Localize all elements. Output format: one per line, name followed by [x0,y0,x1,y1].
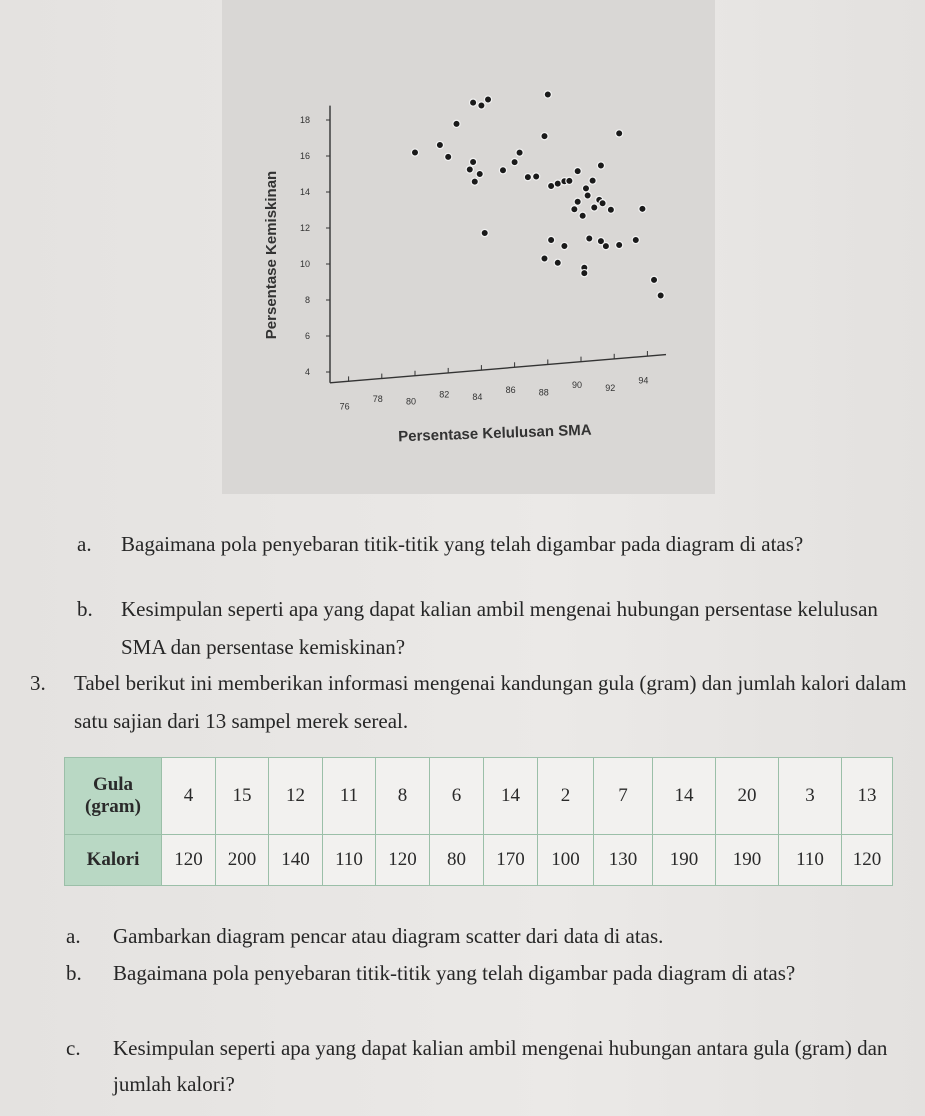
scatter-point [411,149,418,156]
sub-question-b [66,955,906,991]
scatter-point [561,242,568,249]
scatter-chart [222,0,715,494]
scatter-point [466,166,473,173]
kalori-cell: 120 [842,835,893,886]
item-a-label: a. [77,532,92,556]
row-header-gula: Gula (gram) [65,758,162,835]
x-tick-label: 94 [638,375,649,386]
gula-cell: 8 [376,758,430,835]
gula-cell: 15 [216,758,269,835]
question-item-a [77,525,897,563]
x-tick-label: 92 [605,382,616,393]
scatter-point [574,168,581,175]
gula-cell: 13 [842,758,893,835]
sub-a-text: Gambarkan diagram pencar atau diagram scatter dari data di atas. [113,924,664,948]
scatter-point [650,276,657,283]
scatter-point [470,99,477,106]
gula-cell: 4 [162,758,216,835]
sub-c-text: Kesimpulan seperti apa yang dapat kalian ambil mengenai hubungan antara gula (gram) dan jumlah kalori? [113,1036,888,1096]
scatter-point [566,177,573,184]
item-b-text: Kesimpulan seperti apa yang dapat kalian ambil mengenai hubungan persentase kelulusan SMA dan persentase kemiskinan? [121,597,878,659]
kalori-cell: 140 [269,835,323,886]
y-tick-label: 4 [304,367,310,377]
question-3 [30,664,910,740]
kalori-cell: 120 [162,835,216,886]
kalori-cell: 100 [538,835,594,886]
x-tick-label: 76 [339,401,350,412]
table-row-kalori [65,835,893,886]
scatter-point [436,141,443,148]
scatter-point [471,178,478,185]
gula-cell: 20 [716,758,779,835]
scatter-point [445,153,452,160]
item-b-label: b. [77,597,93,621]
x-tick-label: 90 [571,380,583,391]
sub-b-text: Bagaimana pola penyebaran titik-titik yang telah digambar pada diagram di atas? [113,961,796,985]
y-tick-label: 10 [299,259,310,269]
table-row-gula [65,758,893,835]
gula-cell: 14 [484,758,538,835]
scatter-point [453,120,460,127]
kalori-cell: 110 [779,835,842,886]
scatter-point [476,170,483,177]
scatter-point [499,167,506,174]
sub-question-c [66,1030,906,1102]
x-tick-label: 86 [505,384,516,395]
kalori-cell: 80 [430,835,484,886]
scatter-point [591,204,598,211]
scatter-point [533,173,540,180]
scatter-point [574,198,581,205]
scatter-point [579,212,586,219]
sub-c-label: c. [66,1036,81,1060]
kalori-cell: 200 [216,835,269,886]
y-tick-label: 8 [304,295,310,305]
scatter-point [584,192,591,199]
scatter-point [602,243,609,250]
scatter-point [586,235,593,242]
kalori-cell: 130 [594,835,653,886]
scatter-point [632,236,639,243]
scatter-point [481,229,488,236]
y-tick-label: 16 [299,151,310,161]
question-3-label: 3. [30,671,46,695]
x-axis-label: Persentase Kelulusan SMA [397,421,592,446]
scatter-point [478,102,485,109]
scatter-point [524,174,531,181]
scatter-point [571,206,578,213]
gula-cell: 14 [653,758,716,835]
row-header-kalori: Kalori [65,835,162,886]
sugar-calorie-table [64,757,893,886]
scatter-point [511,158,518,165]
scatter-point [582,185,589,192]
x-tick-label: 80 [405,396,417,407]
scatter-point [470,158,477,165]
y-tick-label: 12 [299,223,310,233]
sub-b-label: b. [66,961,82,985]
scatter-point [581,270,588,277]
kalori-cell: 190 [653,835,716,886]
y-axis-label: Persentase Kemiskinan [263,170,280,340]
scatter-point [597,162,604,169]
x-tick-label: 78 [372,394,383,405]
scatter-point [607,206,614,213]
scatter-point [599,200,606,207]
gula-cell: 7 [594,758,653,835]
gula-cell: 6 [430,758,484,835]
x-tick-label: 88 [538,387,549,398]
scatter-point [639,205,646,212]
y-tick-label: 14 [299,187,310,197]
scatter-point [616,130,623,137]
gula-cell: 3 [779,758,842,835]
gula-cell: 11 [323,758,376,835]
scatter-point [616,241,623,248]
kalori-cell: 170 [484,835,538,886]
scatter-point [544,91,551,98]
x-tick-label: 82 [439,389,450,400]
question-item-b [77,590,897,666]
question-3-text: Tabel berikut ini memberikan informasi mengenai kandungan gula (gram) dan jumlah kalori dalam satu sajian dari 13 sampel merek sereal. [74,671,907,733]
scatter-point [657,292,664,299]
scatter-point [516,149,523,156]
y-tick-label: 18 [299,115,310,125]
scatter-point [554,259,561,266]
scatter-point [541,255,548,262]
kalori-cell: 110 [323,835,376,886]
gula-cell: 12 [269,758,323,835]
kalori-cell: 120 [376,835,430,886]
y-tick-label: 6 [304,331,310,341]
scatter-chart-panel [222,0,715,494]
scatter-point [541,133,548,140]
scatter-point [548,236,555,243]
gula-cell: 2 [538,758,594,835]
item-a-text: Bagaimana pola penyebaran titik-titik yang telah digambar pada diagram di atas? [121,532,804,556]
kalori-cell: 190 [716,835,779,886]
sub-question-a [66,918,906,954]
scatter-point [589,177,596,184]
x-tick-label: 84 [472,392,483,403]
scatter-point [484,96,491,103]
sub-a-label: a. [66,924,81,948]
